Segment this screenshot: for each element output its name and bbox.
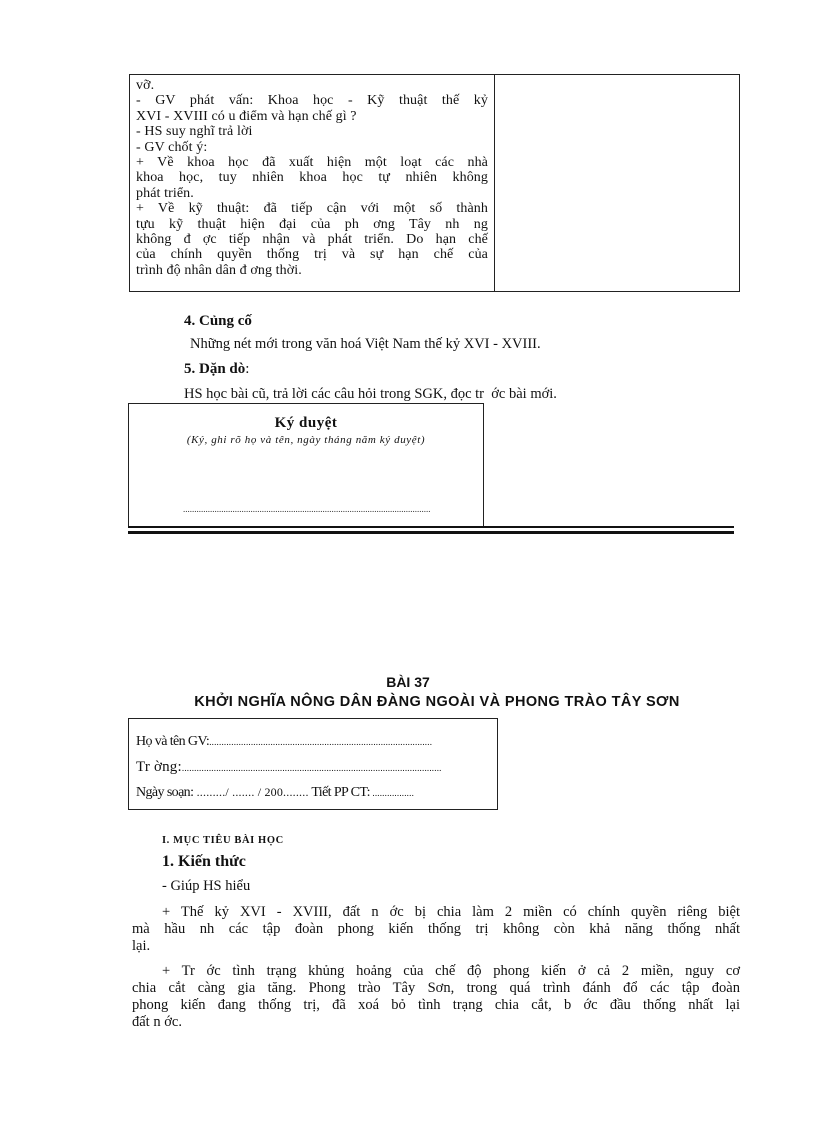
table-line: + Về kỹ thuật: đã tiếp cận với một số thành	[136, 201, 488, 217]
lesson-activity-table	[129, 74, 740, 292]
page-divider	[128, 526, 734, 528]
objectives-heading: I. MỤC TIÊU BÀI HỌC	[162, 835, 284, 846]
lesson-number: BÀI 37	[386, 674, 430, 690]
teacher-name-label: Họ và tên GV:	[136, 734, 210, 749]
teacher-info-box	[128, 718, 498, 810]
table-line: + Về khoa học đã xuất hiện một loạt các nhà	[136, 155, 488, 171]
school-label: Tr ờng:	[136, 759, 182, 775]
knowledge-paragraph-2	[132, 963, 740, 1031]
table-line: trình độ nhân dân đ ơng thời.	[136, 262, 302, 278]
paragraph-line: + Tr ớc tình trạng khủng hoảng của chế độ phong kiến ở cả 2 miền, nguy cơ	[162, 963, 740, 979]
lesson-title: KHỞI NGHĨA NÔNG DÂN ĐÀNG NGOÀI VÀ PHONG TRÀO TÂY SƠN	[194, 694, 680, 710]
table-line: XVI - XVIII có u điểm và hạn chế gì ?	[136, 108, 357, 124]
page-divider	[128, 531, 734, 534]
table-line: - HS suy nghĩ trả lời	[136, 124, 253, 140]
knowledge-intro: - Giúp HS hiểu	[162, 878, 251, 894]
paragraph-line: chia cắt càng gia tăng. Phong trào Tây Sơn, trong quá trình đánh đổ các tập đoàn	[132, 980, 740, 996]
section-5-heading-row	[184, 361, 249, 378]
table-line: - GV chốt ý:	[136, 139, 208, 155]
section-5-colon: :	[245, 361, 250, 377]
school-dots: ..........................................................................................................	[181, 763, 442, 773]
date-row	[136, 785, 414, 801]
paragraph-line: + Thế kỷ XVI - XVIII, đất n ớc bị chia làm 2 miền có chính quyền riêng biệt	[162, 904, 740, 920]
approval-title: Ký duyệt	[274, 415, 338, 431]
teacher-name-row	[136, 734, 432, 750]
table-line: khoa học, tuy nhiên khoa học tự nhiên không	[136, 170, 488, 186]
table-line: tựu kỹ thuật hiện đại của ph ơng Tây nh ng	[136, 216, 488, 232]
table-line: của chính quyền thống trị và sự hạn chế của	[136, 247, 488, 263]
paragraph-line: mà hầu nh các tập đoàn phong kiến thống trị không còn khả năng thống nhất	[132, 921, 740, 937]
school-row	[136, 759, 442, 776]
knowledge-paragraph-1	[132, 904, 740, 955]
table-line: phát triển.	[136, 185, 194, 201]
approval-subtitle: (Ký, ghi rõ họ và tên, ngày tháng năm ký duyệt)	[186, 434, 426, 446]
paragraph-line: phong kiến đang thống trị, đã xoá bỏ tình trạng chia cắt, b ớc đầu thống nhất lại	[132, 997, 740, 1013]
knowledge-heading: 1. Kiến thức	[162, 853, 246, 870]
period-dots: .................	[369, 788, 415, 798]
table-line: - GV phát vấn: Khoa học - Kỹ thuật thế kỷ	[136, 93, 488, 109]
teacher-student-activity-cell	[136, 78, 488, 278]
signature-line: ..............................................................................................................	[183, 504, 431, 514]
table-line: không đ ợc tiếp nhận và phát triển. Do hạn chế	[136, 232, 488, 248]
date-value: ........./ ....... / 200........	[193, 785, 309, 799]
teacher-name-dots: ...........................................................................................	[209, 737, 433, 747]
section-4-heading: 4. Củng cố	[184, 313, 252, 329]
period-label: Tiết PP CT:	[308, 785, 370, 800]
paragraph-line: lại.	[132, 938, 151, 954]
table-column-divider	[494, 75, 495, 291]
section-5-text: HS học bài cũ, trả lời các câu hỏi trong SGK, đọc tr ớc bài mới.	[184, 386, 557, 402]
date-label: Ngày soạn:	[136, 785, 194, 800]
table-line: vỡ.	[136, 78, 155, 93]
approval-box	[128, 403, 484, 527]
paragraph-line: đất n ớc.	[132, 1014, 182, 1030]
section-5-heading: 5. Dặn dò	[184, 361, 246, 377]
section-4-text: Những nét mới trong văn hoá Việt Nam thế kỷ XVI - XVIII.	[190, 336, 541, 352]
